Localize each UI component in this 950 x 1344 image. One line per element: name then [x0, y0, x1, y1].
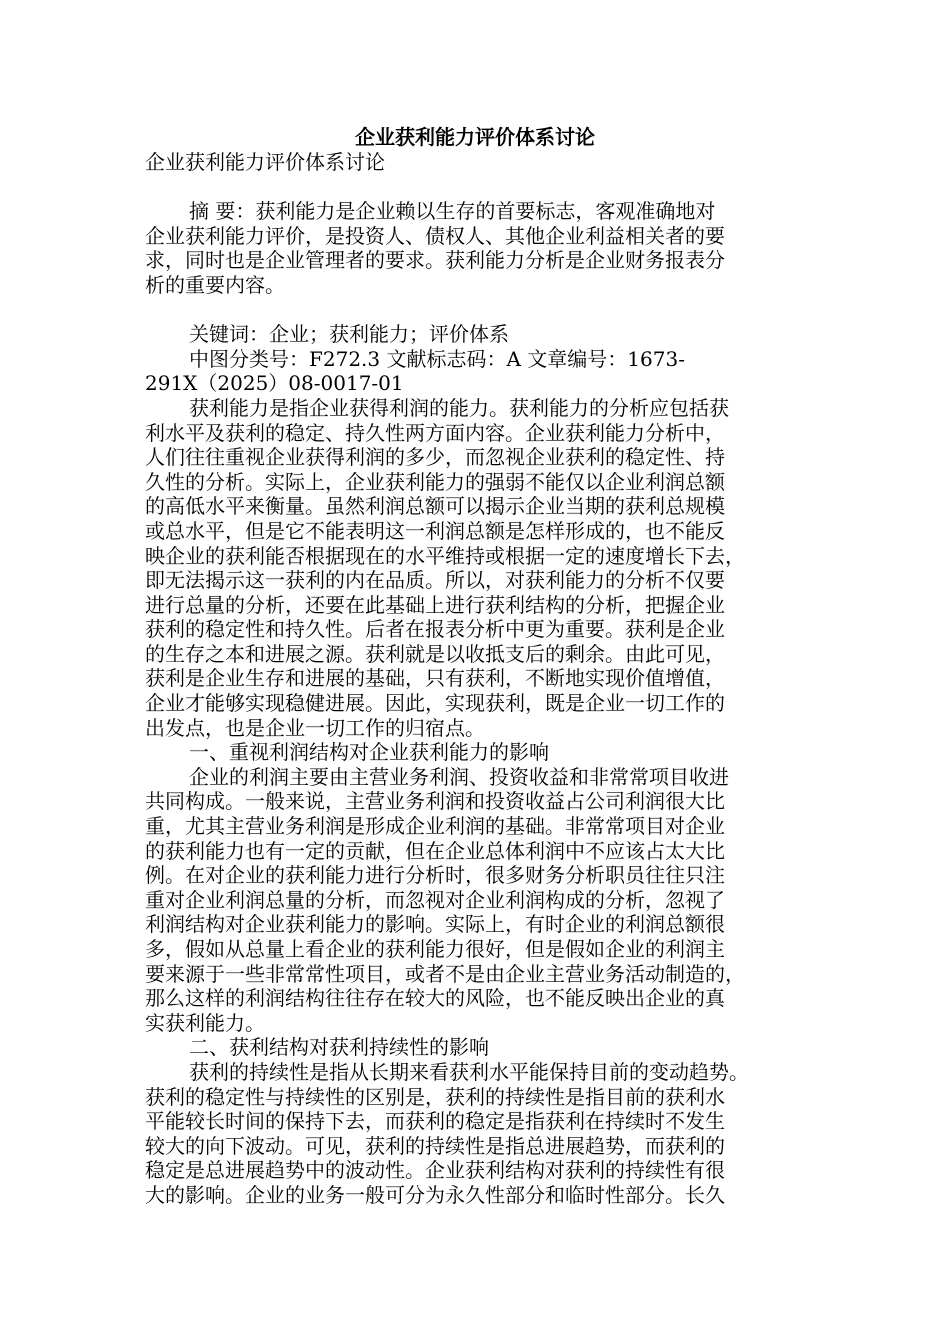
- section-heading: 二、获利结构对获利持续性的影响: [189, 1035, 489, 1060]
- body-paragraph: 获利的持续性是指从长期来看获利水平能保持目前的变动趋势。 获利的稳定性与持续性的区别是，获利的持续性是指目前的获利水 平能较长时间的保持下去，而获利的稳定是指获利在持续时不发生 较大的向下波动。可见，获利的持续性是指总进展趋势，而获利的 稳定是总进展趋势中的波动性。企业获利结构对获利的持续性有很 大的影响。企业的业务一般可分为永久性部分和临时性部分。长久: [145, 1059, 749, 1207]
- classification-line: 中图分类号：F272.3 文献标志码：A 文章编号：1673- 291X（2025）08-0017-01: [145, 346, 685, 396]
- keywords-line: 关键词：企业；获利能力；评价体系: [189, 322, 509, 347]
- abstract-paragraph: 摘 要：获利能力是企业赖以生存的首要标志，客观准确地对 企业获利能力评价，是投资人、债权人、其他企业利益相关者的要 求，同时也是企业管理者的要求。获利能力分析是企业财务报表分 析的重要内容。: [145, 199, 725, 297]
- document-subtitle: 企业获利能力评价体系讨论: [145, 150, 385, 174]
- document-body: [145, 150, 815, 1208]
- blank-line: [145, 298, 815, 323]
- section-heading: 一、重视利润结构对企业获利能力的影响: [189, 740, 549, 765]
- document-title: 企业获利能力评价体系讨论: [355, 125, 595, 149]
- blank-line: [145, 175, 815, 200]
- body-paragraph: 企业的利润主要由主营业务利润、投资收益和非常常项目收进 共同构成。一般来说，主营业务利润和投资收益占公司利润很大比 重，尤其主营业务利润是形成企业利润的基础。非常常项目对企业 的获利能力也有一定的贡献，但在企业总体利润中不应该占太大比 例。在对企业的获利能力进行分析时，很多财务分析职员往往只注 重对企业利润总量的分析，而忽视对企业利润构成的分析，忽视了 利润结构对企业获利能力的影响。实际上，有时企业的利润总额很 多，假如从总量上看企业的获利能力很好，但是假如企业的利润主 要来源于一些非常常性项目，或者不是由企业主营业务活动制造的， 那么这样的利润结构往往存在较大的风险，也不能反映出企业的真 实获利能力。: [145, 764, 745, 1035]
- body-paragraph: 获利能力是指企业获得利润的能力。获利能力的分析应包括获 利水平及获利的稳定、持久性两方面内容。企业获利能力分析中， 人们往往重视企业获得利润的多少，而忽视企业获利的稳定性、持 久性的分析。实际上，企业获利能力的强弱不能仅以企业利润总额 的高低水平来衡量。虽然利润总额可以揭示企业当期的获利总规模 或总水平，但是它不能表明这一利润总额是怎样形成的，也不能反 映企业的获利能否根据现在的水平维持或根据一定的速度增长下去， 即无法揭示这一获利的内在品质。所以，对获利能力的分析不仅要 进行总量的分析，还要在此基础上进行获利结构的分析，把握企业 获利的稳定性和持久性。后者在报表分析中更为重要。获利是企业 的生存之本和进展之源。获利就是以收抵支后的剩余。由此可见， 获利是企业生存和进展的基础，只有获利，不断地实现价值增值， 企业才能够实现稳健进展。因此，实现获利，既是企业一切工作的 出发点，也是企业一切工作的归宿点。: [145, 395, 745, 740]
